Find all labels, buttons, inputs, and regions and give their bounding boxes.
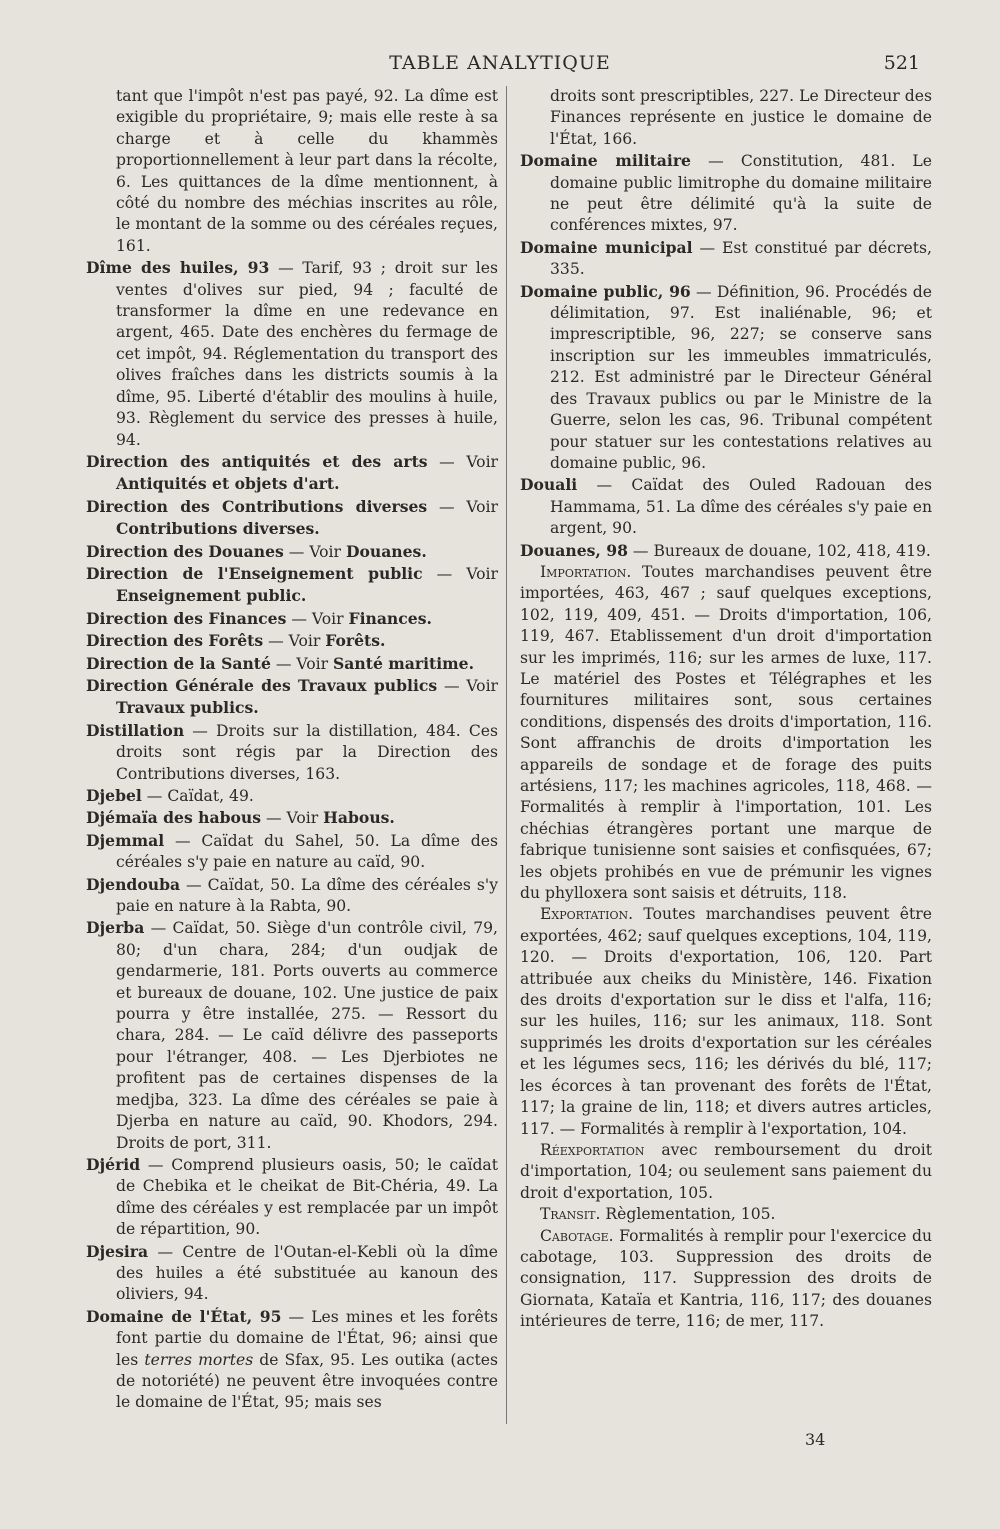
index-entry: Dîme des huiles, 93 — Tarif, 93 ; droit sur les ventes d'olives sur pied, 94 ; faculté de transformer la dîme en une redevance en argent, 465. Date des enchères du fermage de cet impôt, 94. Réglementation du transport des olives fraîches dans les districts soumis à la dîme, 95. Liberté d'établir des moulins à huile, 93. Règlement du service des presses à huile, 94.	[86, 258, 498, 449]
index-entry: Direction des antiquités et des arts — Voir Antiquités et objets d'art.	[86, 451, 499, 494]
index-entry: droits sont prescriptibles, 227. Le Directeur des Finances représente en justice le domaine de l'État, 166.	[550, 87, 932, 148]
entry-heading: Direction des Contributions diverses	[86, 496, 428, 516]
entry-heading: Djémaïa des habous	[86, 808, 262, 828]
douanes-subsection: Réexportation avec remboursement du droit d'importation, 104; ou seulement sans paiement du droit d'exportation, 105.	[520, 1140, 932, 1202]
entry-heading: Direction Générale des Travaux publics	[86, 675, 438, 695]
douanes-subsection: Transit. Règlementation, 105.	[540, 1205, 776, 1224]
index-entry: Domaine public, 96 — Définition, 96. Procédés de délimitation, 97. Est inaliénable, 96; et imprescriptible, 96, 227; se conserve sans inscription sur les immeubles immatriculés, 212. Est administré par le Directeur Général des Travaux publics ou par le Ministre de la Guerre, selon les cas, 96. Tribunal compétent pour statuer sur les contestations relatives au domaine public, 96.	[520, 281, 933, 472]
index-entry: Douali — Caïdat des Ouled Radouan des Hammama, 51. La dîme des céréales s'y paie en argent, 90.	[520, 475, 932, 538]
index-entry: Domaine municipal — Est constitué par décrets, 335.	[520, 237, 932, 279]
entry-heading: Djendouba	[86, 874, 181, 894]
cross-reference: Forêts.	[325, 631, 386, 651]
entry-heading: Djesira	[86, 1241, 149, 1261]
entry-heading: Direction des Douanes	[86, 541, 284, 561]
entry-heading: Djérid	[86, 1154, 141, 1174]
index-entry: Djesira — Centre de l'Outan-el-Kebli où la dîme des huiles a été substituée au kanoun des oliviers, 94.	[86, 1241, 498, 1304]
entry-heading: Domaine municipal	[520, 237, 693, 257]
cross-reference: Habous.	[323, 808, 395, 828]
index-entry: Direction des Contributions diverses — Voir Contributions diverses.	[86, 496, 498, 539]
entry-heading: Domaine public, 96	[520, 281, 691, 301]
right-column	[520, 86, 932, 1333]
column-divider	[506, 86, 507, 1424]
index-entry: Djemmal — Caïdat du Sahel, 50. La dîme des céréales s'y paie en nature au caïd, 90.	[86, 830, 498, 872]
index-entry: Direction des Finances — Voir Finances.	[86, 608, 432, 628]
entry-heading: Direction de la Santé	[86, 653, 271, 673]
entry-heading: Domaine militaire	[520, 151, 691, 171]
entry-heading: Dîme des huiles, 93	[86, 258, 270, 278]
cross-reference: Contributions diverses.	[116, 519, 320, 539]
index-entry: Direction des Forêts — Voir Forêts.	[86, 631, 386, 651]
entry-heading: Douanes, 98	[520, 540, 628, 560]
page-number: 521	[883, 52, 920, 74]
entry-heading: Djebel	[86, 786, 142, 805]
entry-heading: Direction de l'Enseignement public	[86, 563, 423, 583]
entry-heading: Direction des antiquités et des arts	[86, 451, 428, 471]
subsection-label: Transit.	[540, 1205, 601, 1224]
index-entry: Direction des Douanes — Voir Douanes.	[86, 541, 427, 561]
index-entry: Distillation — Droits sur la distillation, 484. Ces droits sont régis par la Direction des Contributions diverses, 163.	[86, 720, 498, 783]
left-column	[86, 86, 498, 1414]
entry-heading: Distillation	[86, 720, 185, 740]
index-entry: Djerba — Caïdat, 50. Siège d'un contrôle civil, 79, 80; d'un chara, 284; d'un oudjak de gendarmerie, 181. Ports ouverts au commerce et bureaux de douane, 102. Une justice de paix pourra y être installée, 275. — Ressort du chara, 284. — Le caïd délivre des passeports pour l'étranger, 408. — Les Djerbiotes ne profitent pas de certaines dispenses de la medjba, 323. La dîme des céréales se paie à Djerba en nature au caïd, 90. Khodors, 294. Droits de port, 311.	[86, 918, 498, 1152]
index-entry: Douanes, 98 — Bureaux de douane, 102, 418, 419.	[520, 540, 931, 560]
entry-heading: Djemmal	[86, 830, 165, 850]
entry-heading: Direction des Finances	[86, 608, 287, 628]
index-entry: tant que l'impôt n'est pas payé, 92. La dîme est exigible du propriétaire, 9; mais elle reste à sa charge et à celle du khammès proportionnellement à leur part dans la récolte, 6. Les quittances de la dîme mentionnent, à côté du nombre des méchias inscrites au rôle, le montant de la somme ou des céréales reçues, 161.	[116, 87, 498, 255]
douanes-subsection: Exportation. Toutes marchandises peuvent être exportées, 462; sauf quelques exceptions, 104, 119, 120. — Droits d'exportation, 106, 120. Part attribuée aux cheiks du Ministère, 146. Fixation des droits d'exportation sur le diss et l'alfa, 116; sur les huiles, 116; sur les animaux, 118. Sont supprimés les droits d'exportation sur les céréales et les légumes secs, 116; les dérivés du blé, 117; les écorces à tan provenant des forêts de l'État, 117; la graine de lin, 118; et divers autres articles, 117. — Formalités à remplir à l'exportation, 104.	[520, 905, 932, 1138]
index-entry: Djendouba — Caïdat, 50. La dîme des céréales s'y paie en nature à la Rabta, 90.	[86, 874, 498, 916]
entry-heading: Direction des Forêts	[86, 631, 264, 651]
index-entry: Direction de l'Enseignement public — Voir Enseignement public.	[86, 563, 498, 606]
entry-heading: Djerba	[86, 918, 145, 938]
cross-reference: Finances.	[348, 608, 432, 628]
index-entry: Direction Générale des Travaux publics — Voir Travaux publics.	[86, 675, 499, 718]
douanes-subsection: Cabotage. Formalités à remplir pour l'exercice du cabotage, 103. Suppression des droits de consignation, 117. Suppression des droits de Giornata, Kataïa et Kantria, 116, 117; des douanes intérieures de terre, 116; de mer, 117.	[520, 1226, 932, 1331]
index-entry: Direction de la Santé — Voir Santé maritime.	[86, 653, 475, 673]
cross-reference: Santé maritime.	[333, 653, 475, 673]
signature-mark: 34	[805, 1430, 826, 1449]
index-entry: Djérid — Comprend plusieurs oasis, 50; le caïdat de Chebika et le cheikat de Bit-Chéria, 49. La dîme des céréales y est remplacée par un impôt de répartition, 90.	[86, 1154, 498, 1239]
index-entry: Djebel — Caïdat, 49.	[86, 786, 254, 805]
index-entry: Domaine militaire — Constitution, 481. Le domaine public limitrophe du domaine militaire ne peut être délimité qu'à la suite de conférences mixtes, 97.	[520, 151, 933, 235]
subsection-label: Exportation.	[540, 905, 634, 924]
cross-reference: Antiquités et objets d'art.	[116, 474, 340, 494]
subsection-label: Réexportation	[540, 1140, 645, 1159]
entry-heading: Douali	[520, 475, 578, 495]
running-title: TABLE ANALYTIQUE	[389, 52, 611, 74]
entry-heading: Domaine de l'État, 95	[86, 1306, 282, 1326]
cross-reference: Enseignement public.	[116, 586, 307, 606]
index-entry: Domaine de l'État, 95 — Les mines et les forêts font partie du domaine de l'État, 96; ainsi que les terres mortes de Sfax, 95. Les outika (actes de notoriété) ne peuvent être invoquées contre le domaine de l'État, 95; mais ses	[86, 1306, 499, 1412]
cross-reference: Douanes.	[345, 541, 427, 561]
subsection-label: Importation.	[540, 562, 632, 581]
index-entry: Djémaïa des habous — Voir Habous.	[86, 808, 395, 828]
douanes-subsection: Importation. Toutes marchandises peuvent être importées, 463, 467 ; sauf quelques exceptions, 102, 119, 409, 451. — Droits d'importation, 106, 119, 467. Etablissement d'un droit d'importation sur les imprimés, 116; sur les armes de luxe, 117. Le matériel des Postes et Télégraphes et les fournitures militaires sont, sous certaines conditions, dispensés des droits d'importation, 116. Sont affranchis de droits d'importation les appareils de sondage et de forage des puits artésiens, 117; les machines agricoles, 118, 468. — Formalités à remplir à l'importation, 101. Les chéchias étrangères portant une marque de fabrique tunisienne sont saisies et confisquées, 67; les objets prohibés en vue de prémunir les vignes du phylloxera sont saisis et détruits, 118.	[520, 562, 932, 903]
cross-reference: Travaux publics.	[116, 698, 259, 718]
subsection-label: Cabotage.	[540, 1226, 614, 1245]
italic-term: terres mortes	[144, 1350, 254, 1369]
